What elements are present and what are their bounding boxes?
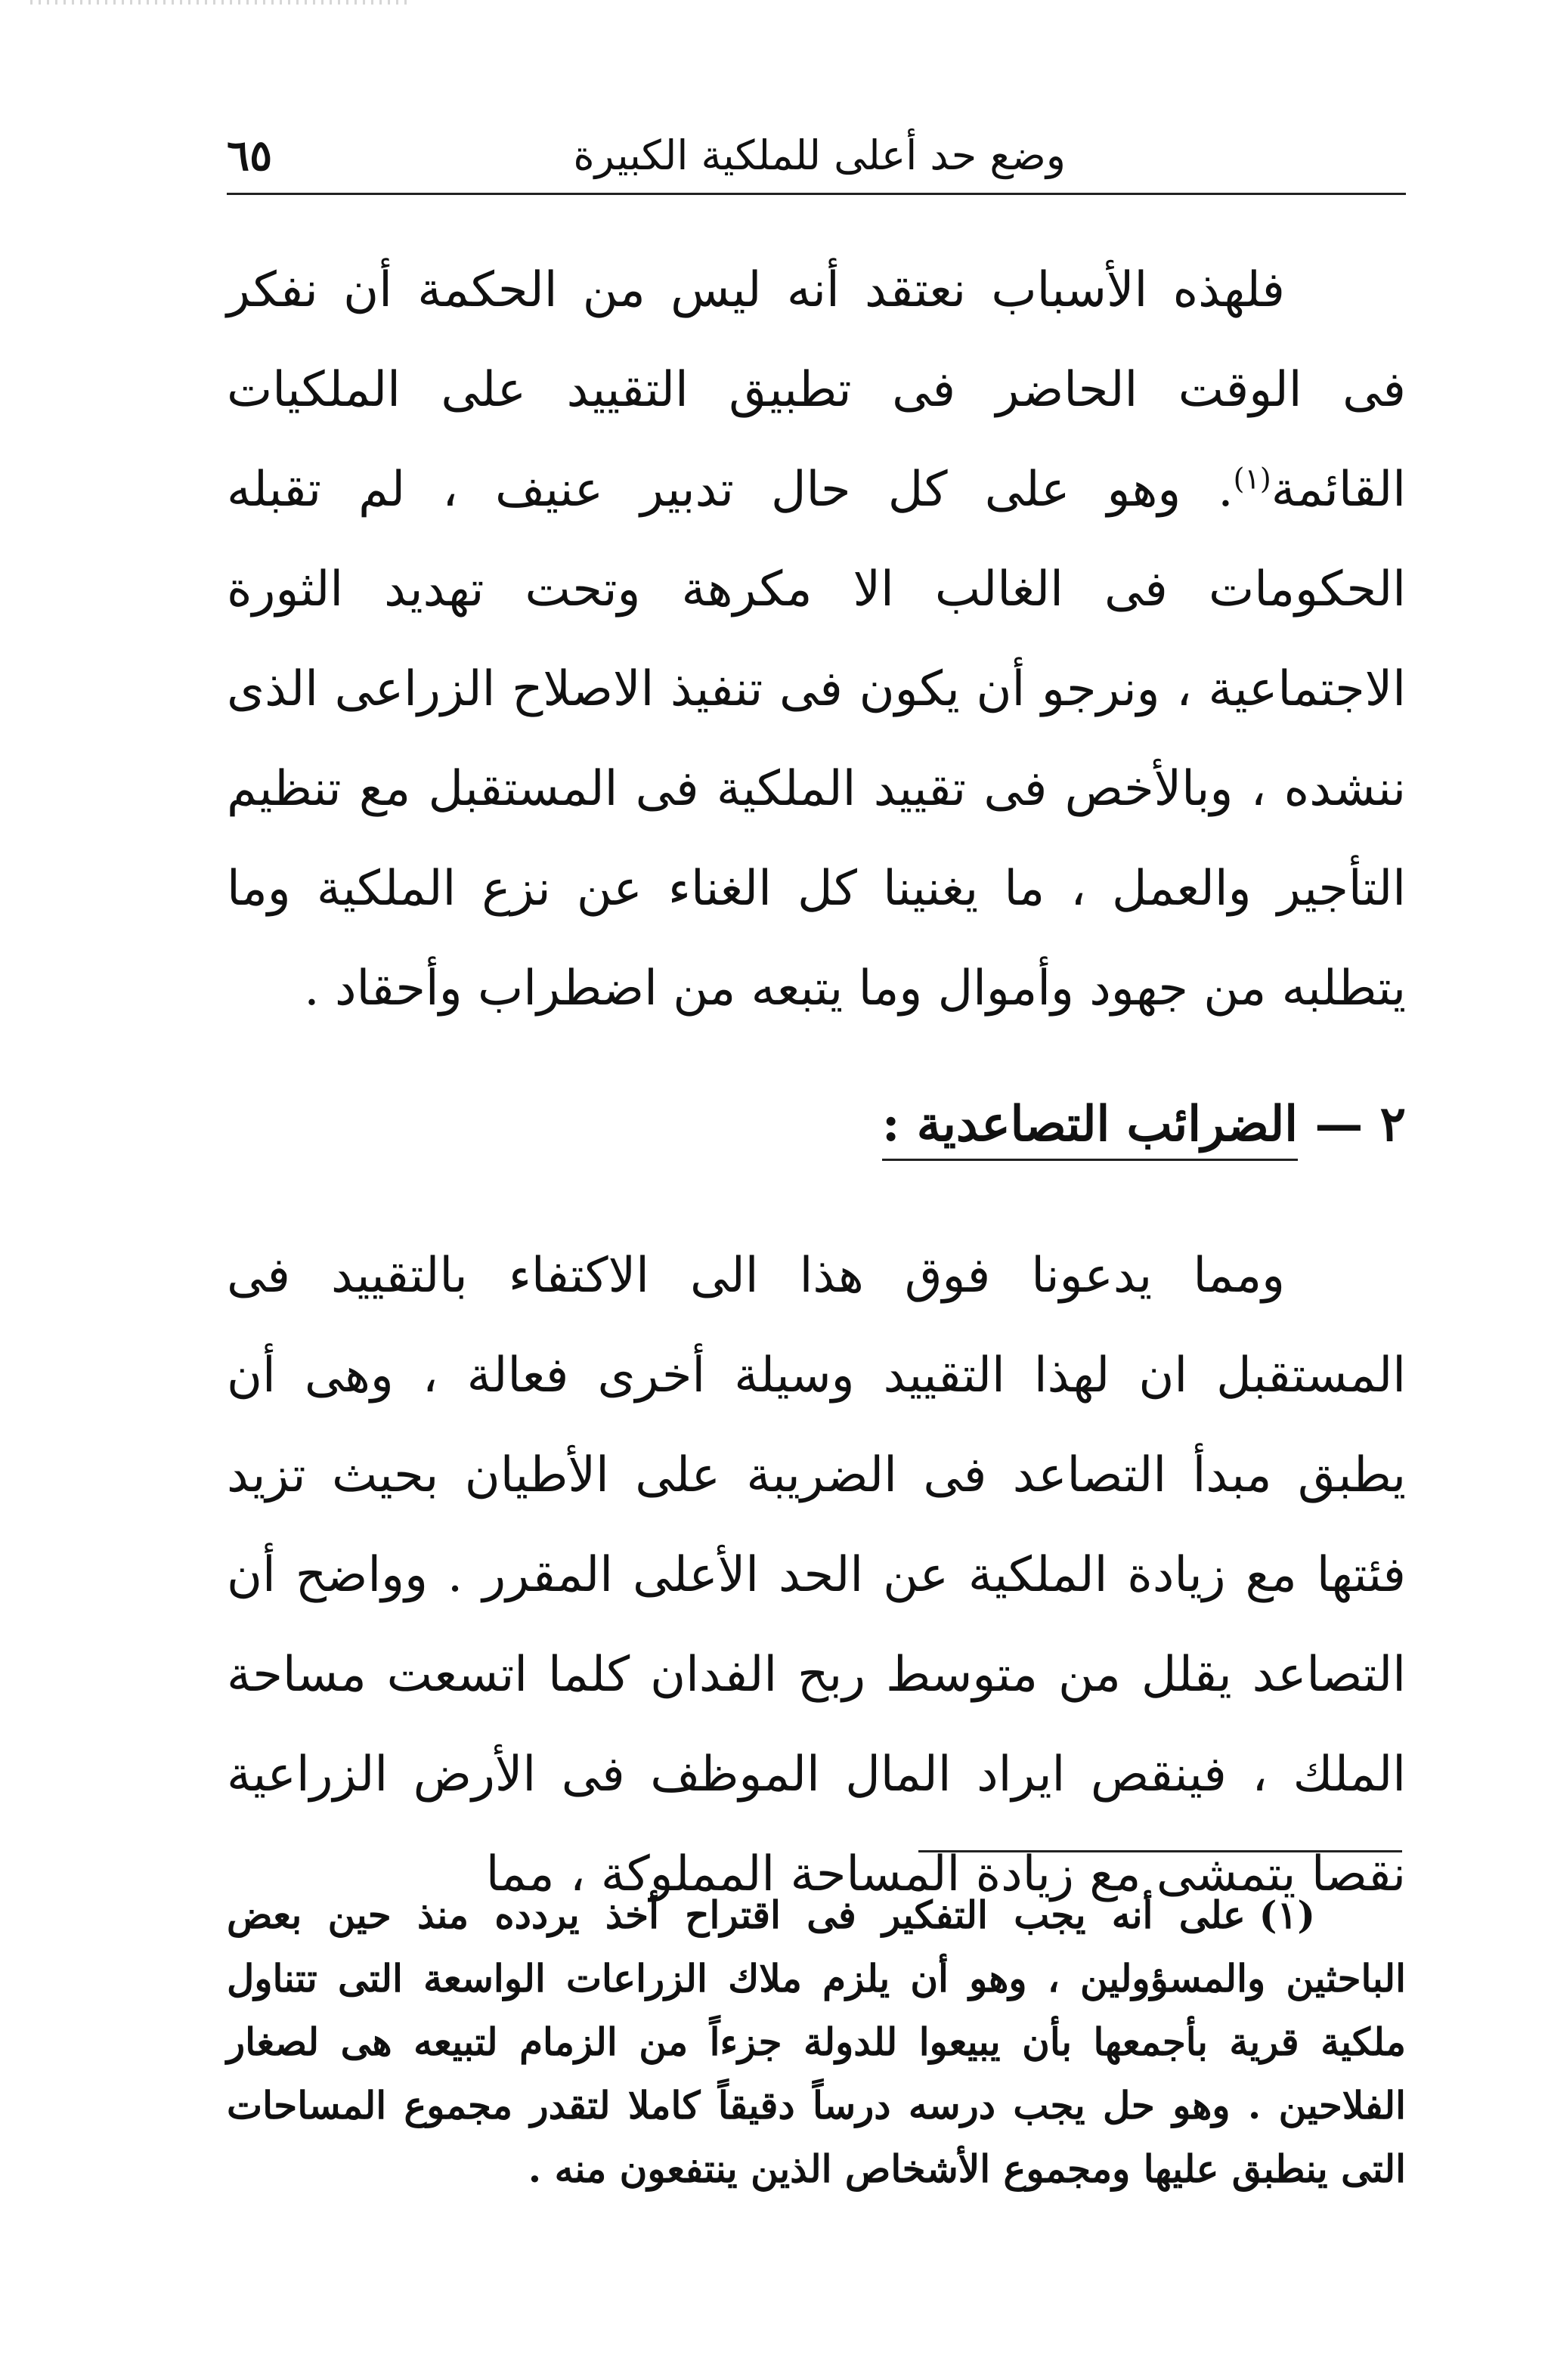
paragraph-1 — [227, 240, 1406, 1038]
footnote — [227, 1883, 1406, 2201]
footnote-paragraph — [227, 1883, 1406, 2201]
footnote-divider — [918, 1850, 1402, 1852]
running-header — [227, 125, 1406, 195]
section-1-body — [227, 240, 1406, 1038]
page-number: ٦٥ — [227, 131, 273, 181]
paragraph-1-text: فلهذه الأسباب نعتقد أنه ليس من الحكمة أن نفكر فى الوقت الحاضر فى تطبيق التقييد على الملكيات القائمة — [227, 262, 1406, 518]
section-2-title: الضرائب التصاعدية : — [882, 1096, 1298, 1161]
footnote-marker: (١) — [1259, 1893, 1315, 1937]
footnote-reference: (١) — [1233, 462, 1271, 496]
section-2-number: ٢ — — [1314, 1096, 1406, 1153]
running-title: وضع حد أعلى للملكية الكبيرة — [573, 132, 1066, 179]
paragraph-2: ومما يدعونا فوق هذا الى الاكتفاء بالتقييد فى المستقبل ان لهذا التقييد وسيلة أخرى فعالة ، وهى أن يطبق مبدأ التصاعد فى الضريبة على الأطيان بحيث تزيد فئتها مع زيادة الملكية عن الحد الأعلى المقرر . وواضح أن التصاعد يقلل من متوسط ربح الفدان كلما اتسعت مساحة الملك ، فينقص ايراد المال الموظف فى الأرض الزراعية نقصا يتمشى مع زيادة المساحة المملوكة ، مما — [227, 1248, 1406, 1902]
footnote-text: على أنه يجب التفكير فى اقتراح أخذ يردده منذ حين بعض الباحثين والمسؤولين ، وهو أن يلزم ملاك الزراعات الواسعة التى تتناول ملكية قرية بأجمعها بأن يبيعوا للدولة جزءاً من الزمام لتبيعه هى لصغار الفلاحين . وهو حل يجب درسه درساً دقيقاً كاملا لتقدر مجموع المساحات التى ينطبق عليها ومجموع الأشخاص الذين ينتفعون منه . — [227, 1893, 1406, 2191]
section-2-body — [227, 1226, 1406, 1924]
section-2-heading — [882, 1087, 1406, 1162]
scan-artifact — [30, 0, 408, 5]
paragraph-1-continuation: . وهو على كل حال تدبير عنيف ، لم تقبله الحكومات فى الغالب الا مكرهة وتحت تهديد الثورة الاجتماعية ، ونرجو أن يكون فى تنفيذ الاصلاح الزراعى الذى ننشده ، وبالأخص فى تقييد الملكية فى المستقبل مع تنظيم التأجير والعمل ، ما يغنينا كل الغناء عن نزع الملكية وما يتطلبه من جهود وأموال وما يتبعه من اضطراب وأحقاد . — [227, 462, 1407, 1017]
